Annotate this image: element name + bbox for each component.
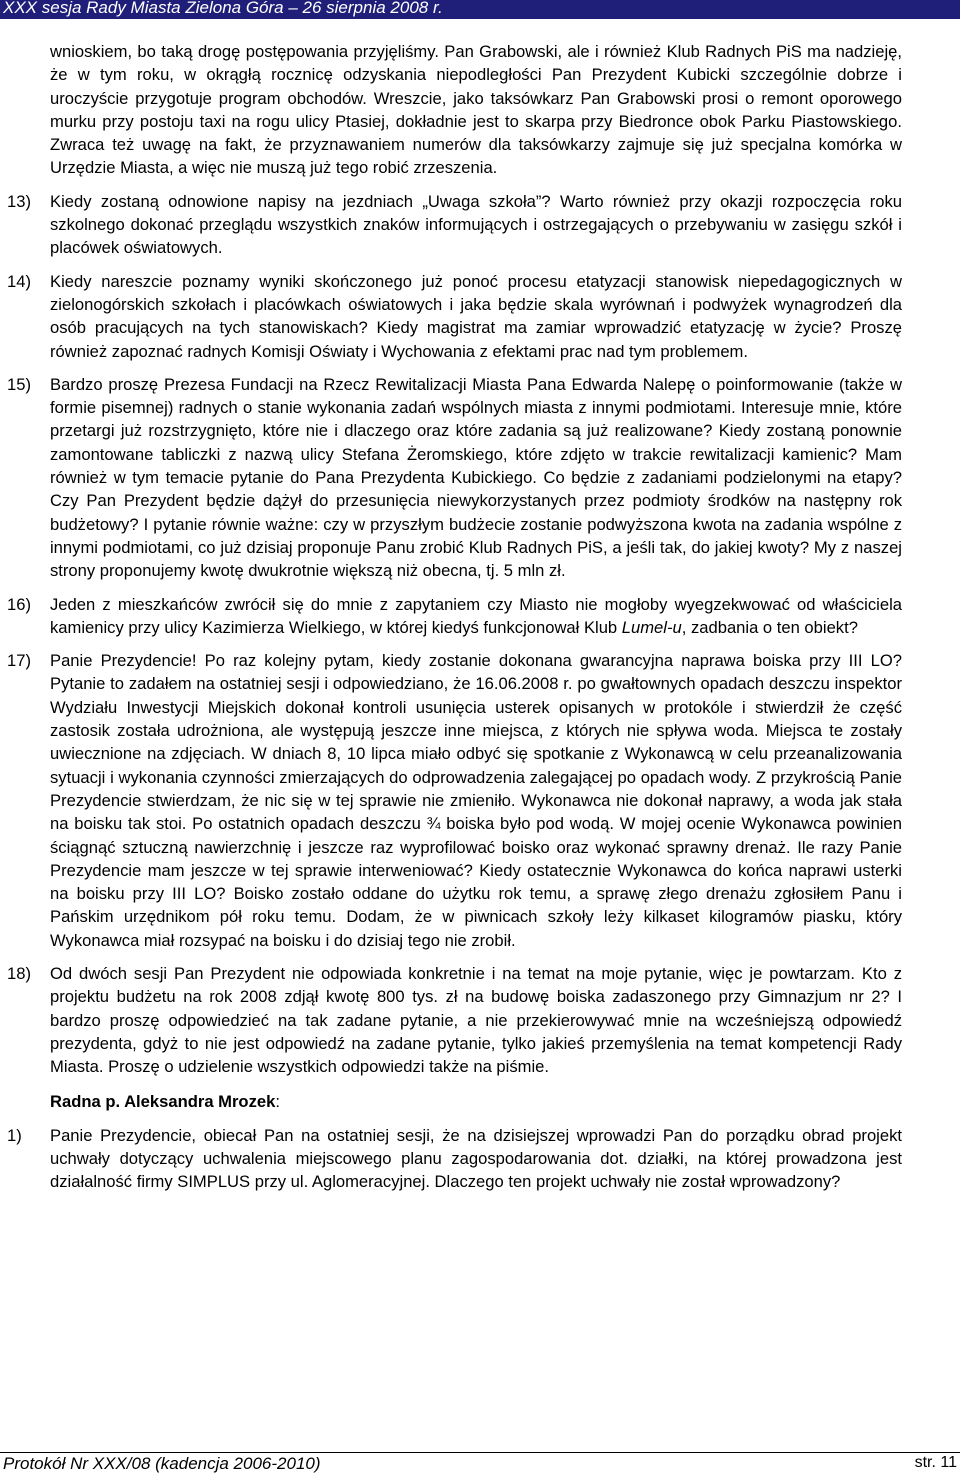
item-text-part: , zadbania o ten obiekt?: [681, 617, 858, 637]
intro-paragraph: wnioskiem, bo taką drogę postępowania przyjęliśmy. Pan Grabowski, ale i również Klub Radnych PiS ma nadzieję, że w tym roku, w okrągłą rocznicę odzyskania niepodległości Pan Prezydent Kubicki szczególnie dobrze i uroczyście przygotuje program obchodów. Wreszcie, jako taksówkarz Pan Grabowski prosi o remont oporowego murku przy postoju taxi na rogu ulicy Ptasiej, dokładnie jest to skarpa przy Biedronce obok Parku Piastowskiego. Zwraca też uwagę na fakt, że przyznawaniem numerów dla taksówkarzy zajmuje się już specjalna komórka w Urzędzie Miasta, a więc nie muszą już tego robić zrzeszenia.: [50, 42, 902, 178]
speaker-heading: [50, 1090, 902, 1113]
item-text-part: Jeden z mieszkańców zwrócił się do mnie z zapytaniem czy Miasto nie mogłoby wyegzekwować od właściciela kamienicy przy ulicy Kazimierza Wielkiego, w której kiedyś funkcjonował Klub: [50, 594, 902, 637]
item-text: [50, 593, 902, 640]
list-item: [7, 649, 902, 952]
document-body: [7, 40, 902, 1204]
speaker-prefix: Radna p.: [50, 1092, 125, 1112]
speaker-suffix: :: [275, 1092, 280, 1112]
item-number: 14): [7, 271, 31, 291]
item-text: Panie Prezydencie, obiecał Pan na ostatniej sesji, że na dzisiejszej wprowadzi Pan do porządku obrad projekt uchwały dotyczący uchwalenia miejscowego planu zagospodarowania dot. działki, na której prowadzona jest działalność firmy SIMPLUS przy ul. Aglomeracyjnej. Dlaczego ten projekt uchwały nie został wprowadzony?: [50, 1125, 902, 1192]
item-number: 1): [7, 1125, 22, 1145]
item-number: 17): [7, 651, 31, 671]
list-item: [7, 270, 902, 363]
item-text: Kiedy zostaną odnowione napisy na jezdniach „Uwaga szkoła”? Warto również przy okazji rozpoczęcia roku szkolnego dokonać przeglądu wszystkich znaków informujących i ostrzegających o przebywaniu w zasięgu szkół i placówek oświatowych.: [50, 191, 902, 258]
club-name-italic: Lumel-u: [621, 617, 682, 637]
list-item: [7, 1124, 902, 1194]
speaker-name: Aleksandra Mrozek: [124, 1092, 276, 1112]
item-number: 13): [7, 191, 31, 211]
list-item: [7, 373, 902, 583]
item-number: 18): [7, 963, 31, 983]
header-bar: [0, 0, 960, 19]
list-item: [7, 190, 902, 260]
item-text: Kiedy nareszcie poznamy wyniki skończonego już ponoć procesu etatyzacji stanowisk niepedagogicznych w zielonogórskich szkołach i placówkach oświatowych i jaka będzie skala wyrównań i podwyżek wynagrodzeń dla osób pracujących na tych stanowiskach? Kiedy magistrat ma zamiar wprowadzić etatyzację w życie? Proszę również zapoznać radnych Komisji Oświaty i Wychowania z efektami prac nad tym problemem.: [50, 271, 902, 361]
header-title: XXX sesja Rady Miasta Zielona Góra – 26 sierpnia 2008 r.: [3, 0, 443, 17]
footer-divider: [0, 1452, 960, 1453]
page-number: str. 11: [914, 1454, 957, 1471]
item-text: Bardzo proszę Prezesa Fundacji na Rzecz Rewitalizacji Miasta Pana Edwarda Nalepę o poinformowanie (także w formie pisemnej) radnych o stanie wykonania zadań wspólnych miasta z innymi podmiotami. Interesuje mnie, które przetargi już rozstrzygnięto, które nie i dlaczego oraz które zadania są już realizowane? Kiedy zostaną ponownie zamontowane tabliczki z nazwą ulicy Stefana Żeromskiego, które zdjęto w trakcie rewitalizacji kamienic? Mam również w tym temacie pytanie do Pana Prezydenta Kubickiego. Co będzie z zadaniami podzielonymi na etapy? Czy Pan Prezydent będzie dążył do przesunięcia niewykorzystanych przez podmioty środków na następny rok budżetowy? I pytanie równie ważne: czy w przyszłym budżecie zostanie podwyższona kwota na zadania wspólne z innymi podmiotami, co już dzisiaj proponuje Panu zrobić Klub Radnych PiS, a jeśli tak, do jakiej kwoty? My z naszej strony proponujemy kwotę dwukrotnie większą niż obecna, tj. 5 mln zł.: [50, 374, 902, 581]
item-text: Od dwóch sesji Pan Prezydent nie odpowiada konkretnie i na temat na moje pytanie, więc je powtarzam. Kto z projektu budżetu na rok 2008 zdjął kwotę 800 tys. zł na budowę boiska zadaszonego przy Gimnazjum nr 2? I bardzo proszę odpowiedzieć na tak zadane pytanie, a nie przekierowywać mnie na wcześniejszą odpowiedź prezydenta, gdyż to nie jest odpowiedź na zadane pytanie, tylko jakieś przemyślenia na temat kompetencji Rady Miasta. Proszę o udzielenie wszystkich odpowiedzi także na piśmie.: [50, 963, 902, 1077]
item-number: 16): [7, 594, 31, 614]
item-text: Panie Prezydencie! Po raz kolejny pytam, kiedy zostanie dokonana gwarancyjna naprawa boiska przy III LO? Pytanie to zadałem na ostatniej sesji i odpowiedziano, że 16.06.2008 r. po gwałtownych opadach deszczu inspektor Wydziału Inwestycji Miejskich dokonał kontroli usunięcia usterek opisanych w protokóle i stwierdził że część zastosik została udrożniona, ale występują jeszcze inne miejsca, z których nie spływa woda. Miejsca te zostały uwiecznione na zdjęciach. W dniach 8, 10 lipca miało odbyć się spotkanie z Wykonawcą w celu przeanalizowania sytuacji i wykonania czynności zmierzających do odprowadzenia zalegającej po opadach wody. Z przykrością Panie Prezydencie stwierdzam, że nic się w tej sprawie nie zmieniło. Wykonawca nie dokonał naprawy, a woda jak stała na boisku tak stoi. Po ostatnich opadach deszczu ¾ boiska było pod wodą. W mojej ocenie Wykonawca powinien ściągnąć sztuczną nawierzchnię i jeszcze raz wyprofilować boisko oraz wykonać sprawny drenaż. Ile razy Panie Prezydencie mam jeszcze w tej sprawie interweniować? Kiedy ostatecznie Wykonawca do końca naprawi usterki na boisku przy III LO? Boisko zostało oddane do użytku rok temu, a sprawę złego drenażu zgłosiłem Panu i Pańskim urzędnikom pół roku temu. Dodam, że w piwnicach szkoły leży kilkaset kilogramów piasku, który Wykonawca miał rozsypać na boisku i do dzisiaj tego nie zrobił.: [50, 651, 902, 950]
item-number: 15): [7, 374, 31, 394]
footer-protocol: Protokół Nr XXX/08 (kadencja 2006-2010): [3, 1454, 321, 1473]
list-item: [7, 962, 902, 1078]
list-item: [7, 593, 902, 640]
